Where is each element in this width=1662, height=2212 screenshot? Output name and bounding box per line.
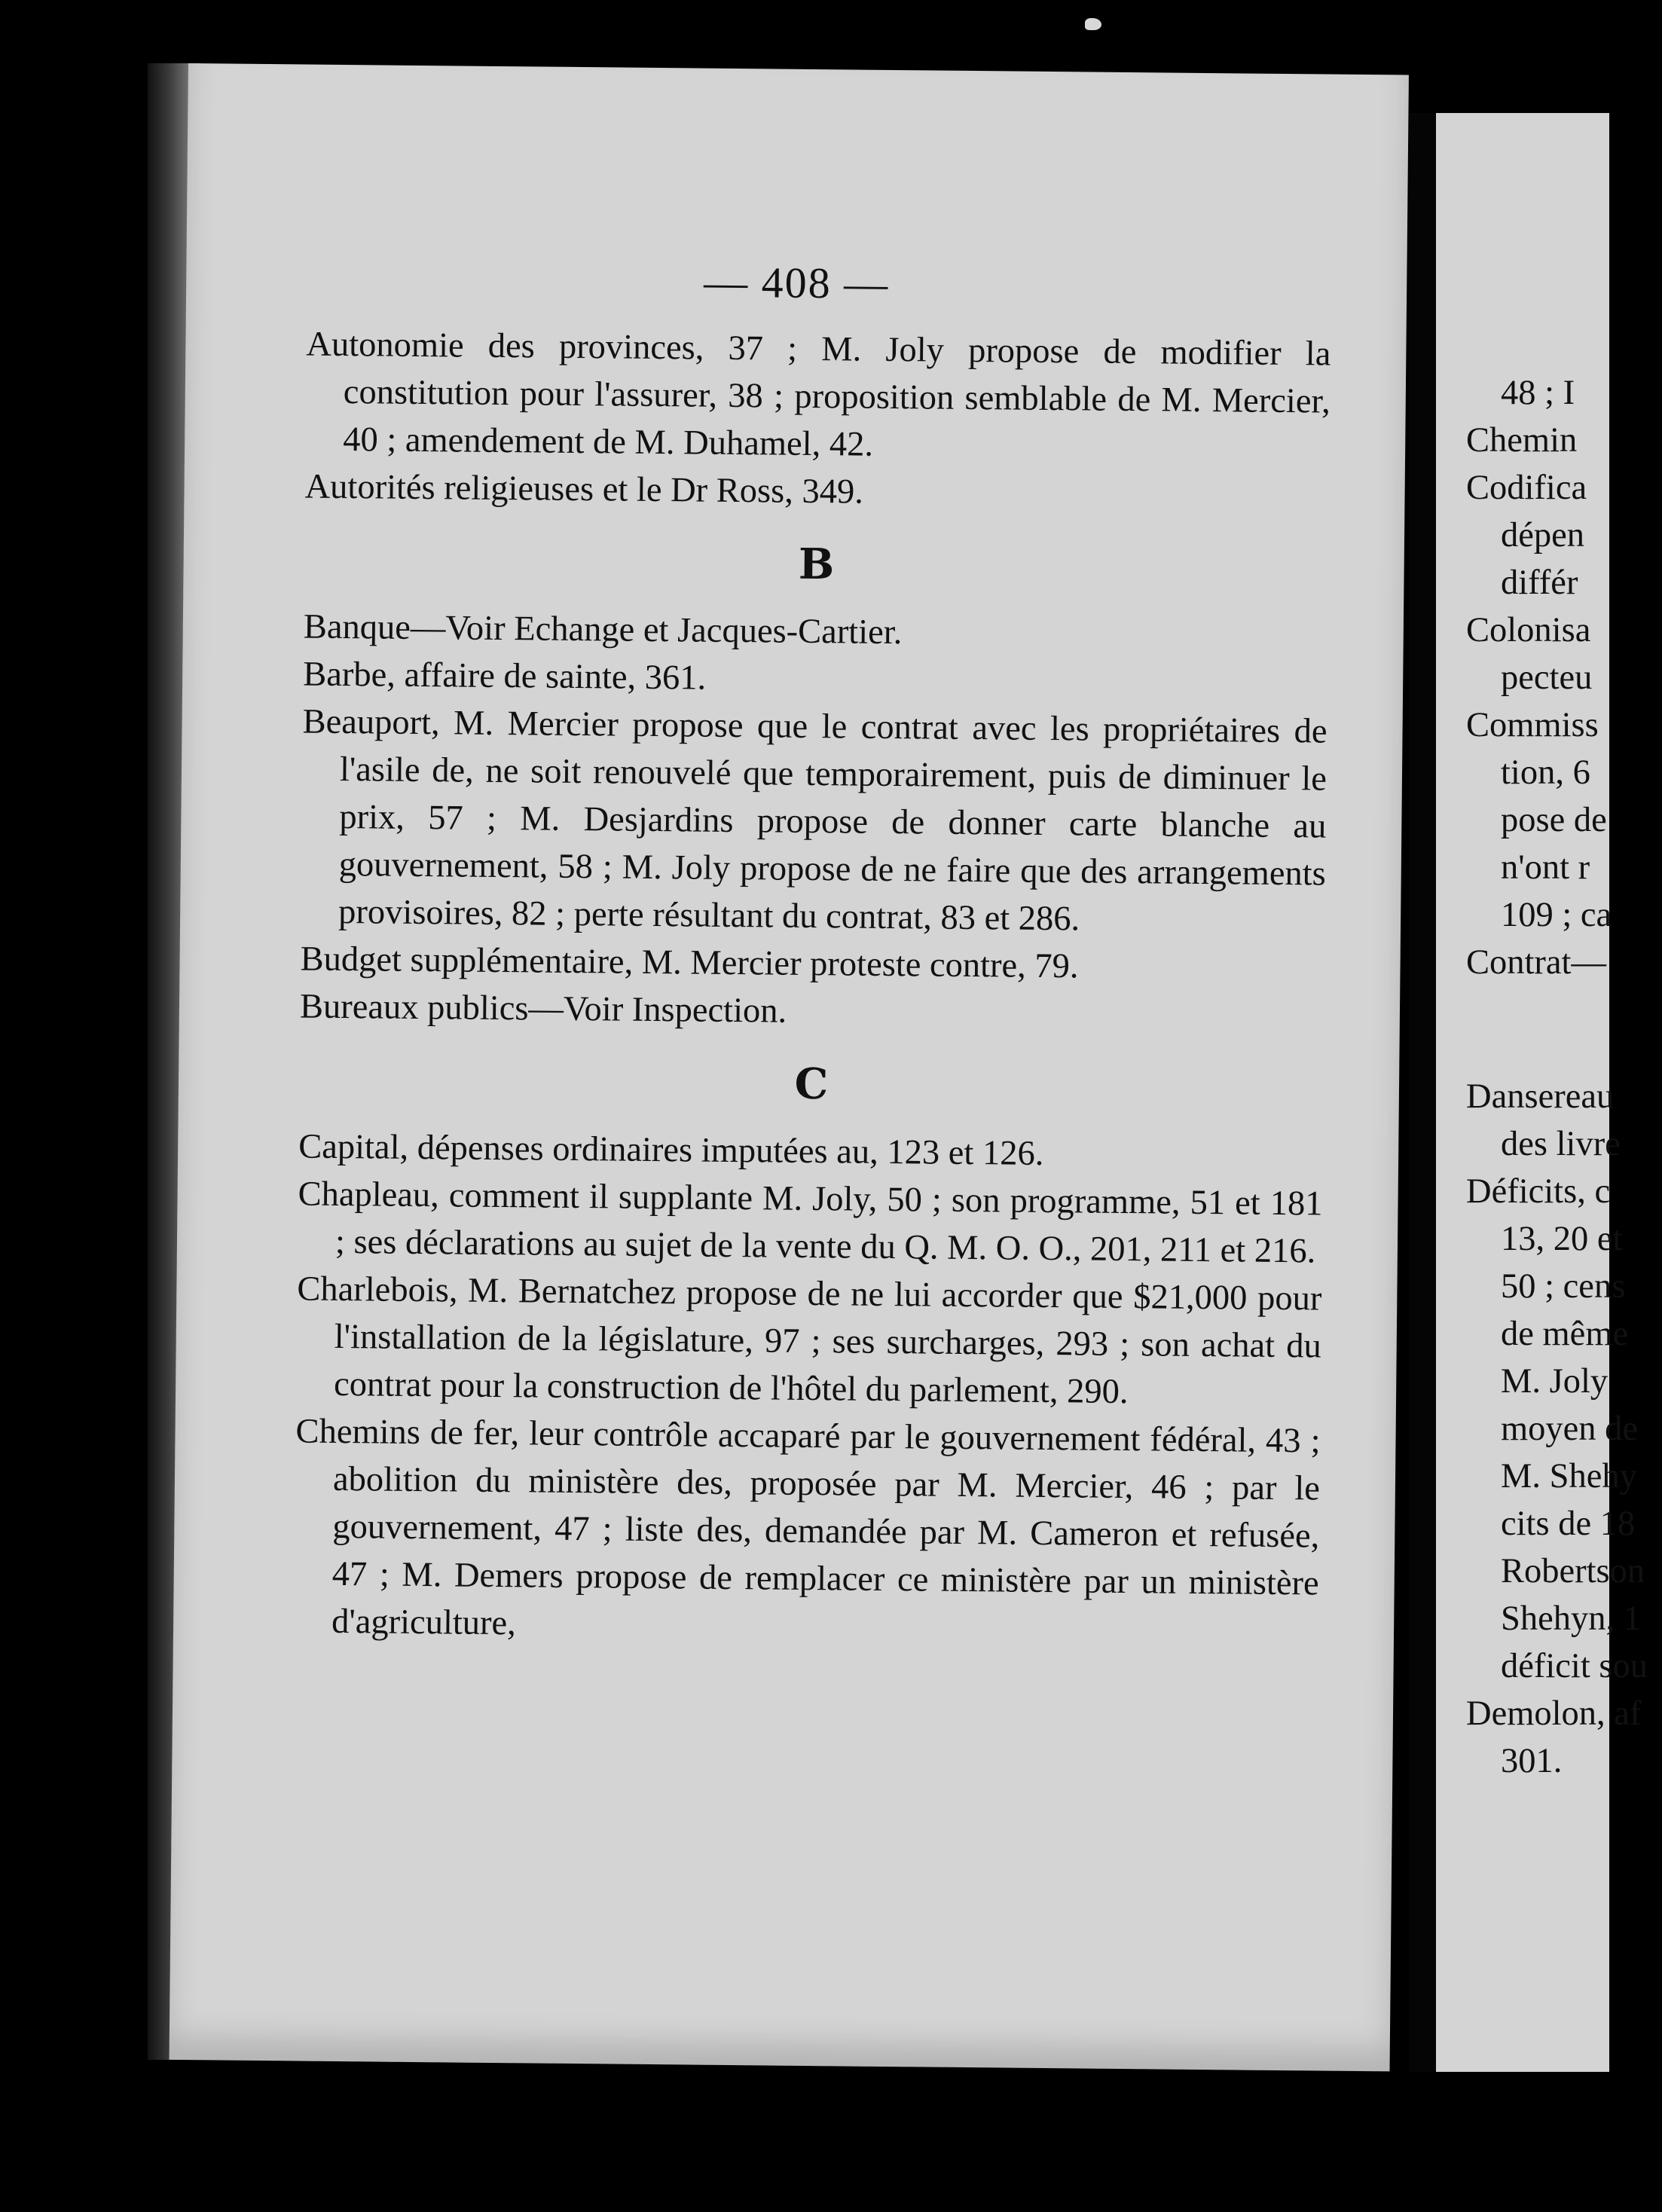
section-letter-c: C xyxy=(794,1059,829,1110)
right-line: déficit sou xyxy=(1501,1647,1648,1685)
right-line: 50 ; cens xyxy=(1501,1267,1626,1306)
right-line: moyen de xyxy=(1501,1410,1639,1448)
right-page-text xyxy=(1466,369,1662,1785)
index-entry: Budget supplémentaire, M. Mercier proteste contre, 79. xyxy=(300,939,1079,986)
index-entry: Banque—Voir Echange et Jacques-Cartier. xyxy=(303,607,903,652)
index-entry: Bureaux publics—Voir Inspection. xyxy=(299,987,787,1031)
right-line: cits de 18 xyxy=(1501,1505,1636,1543)
page-gutter xyxy=(1409,113,1436,2072)
right-line: Dansereau xyxy=(1466,1077,1615,1116)
index-entry: Chemins de fer, leur contrôle accaparé par le gouvernement fédéral, 43 ; abolition du ministère des, proposée par M. Mercier, 46 ; par le gouvernement, 47 ; liste des, demandée par M. Cameron et refusée, 47 ; M. Demers propose de remplacer ce ministère par un ministère d'agriculture, xyxy=(295,1412,1321,1643)
index-entry: Autonomie des provinces, 37 ; M. Joly propose de modifier la constitution pour l'assurer, 38 ; proposition semblable de M. Mercier, 40 ; amendement de M. Duhamel, 42. xyxy=(306,325,1331,464)
right-line: des livre xyxy=(1501,1125,1621,1163)
right-line: Demolon, af xyxy=(1466,1694,1642,1733)
right-line: M. Joly xyxy=(1501,1362,1609,1401)
right-line: différ xyxy=(1501,564,1578,602)
right-line: n'ont r xyxy=(1501,848,1590,887)
right-line: 301. xyxy=(1501,1742,1563,1780)
index-entry: Capital, dépenses ordinaires imputées au, 123 et 126. xyxy=(298,1127,1044,1173)
right-line: Contrat— xyxy=(1466,943,1606,982)
right-line: tion, 6 xyxy=(1501,753,1590,792)
right-line: dépen xyxy=(1501,516,1585,555)
right-line: Shehyn, 1 xyxy=(1501,1599,1641,1638)
right-line: Déficits, c xyxy=(1466,1172,1611,1211)
paper-blot xyxy=(1085,18,1101,30)
right-line: M. Shehy xyxy=(1501,1457,1637,1496)
index-entries xyxy=(294,321,1331,1655)
right-line: de même xyxy=(1501,1315,1629,1353)
right-line: Robertson xyxy=(1501,1552,1645,1590)
right-line: 109 ; ca xyxy=(1501,896,1612,934)
left-page xyxy=(170,63,1409,2071)
right-page xyxy=(1436,113,1648,2072)
section-letter-b: B xyxy=(798,539,835,590)
index-entry: Beauport, M. Mercier propose que le contrat avec les propriétaires de l'asile de, ne soit renouvelé que temporairement, puis de diminuer le prix, 57 ; M. Desjardins propose de donner carte blanche au gouvernement, 58 ; M. Joly propose de ne faire que des arrangements provisoires, 82 ; perte résultant du contrat, 83 et 286. xyxy=(302,702,1327,939)
right-line: Codifica xyxy=(1466,469,1587,507)
right-line: 13, 20 et xyxy=(1501,1220,1623,1258)
right-line: Commiss xyxy=(1466,706,1599,744)
right-line: Chemin xyxy=(1466,421,1578,460)
index-entry: Charlebois, M. Bernatchez propose de ne lui accorder que $21,000 pour l'installation de la législature, 97 ; ses surcharges, 293 ; son achat du contrat pour la construction de l'hôtel du parlement, 290. xyxy=(297,1269,1322,1412)
section-gap xyxy=(1466,986,1662,1073)
index-entry: Chapleau, comment il supplante M. Joly, 50 ; son programme, 51 et 181 ; ses déclarations au sujet de la vente du Q. M. O. O., 201, 211 et 216. xyxy=(298,1175,1323,1271)
index-entry: Autorités religieuses et le Dr Ross, 349. xyxy=(304,467,864,512)
page-number: — 408 — xyxy=(703,257,890,308)
right-line: 48 ; I xyxy=(1501,374,1575,412)
index-entry: Barbe, affaire de sainte, 361. xyxy=(302,655,707,698)
right-line: Colonisa xyxy=(1466,611,1591,649)
right-line: pecteu xyxy=(1501,658,1593,697)
right-line: pose de xyxy=(1501,801,1607,839)
